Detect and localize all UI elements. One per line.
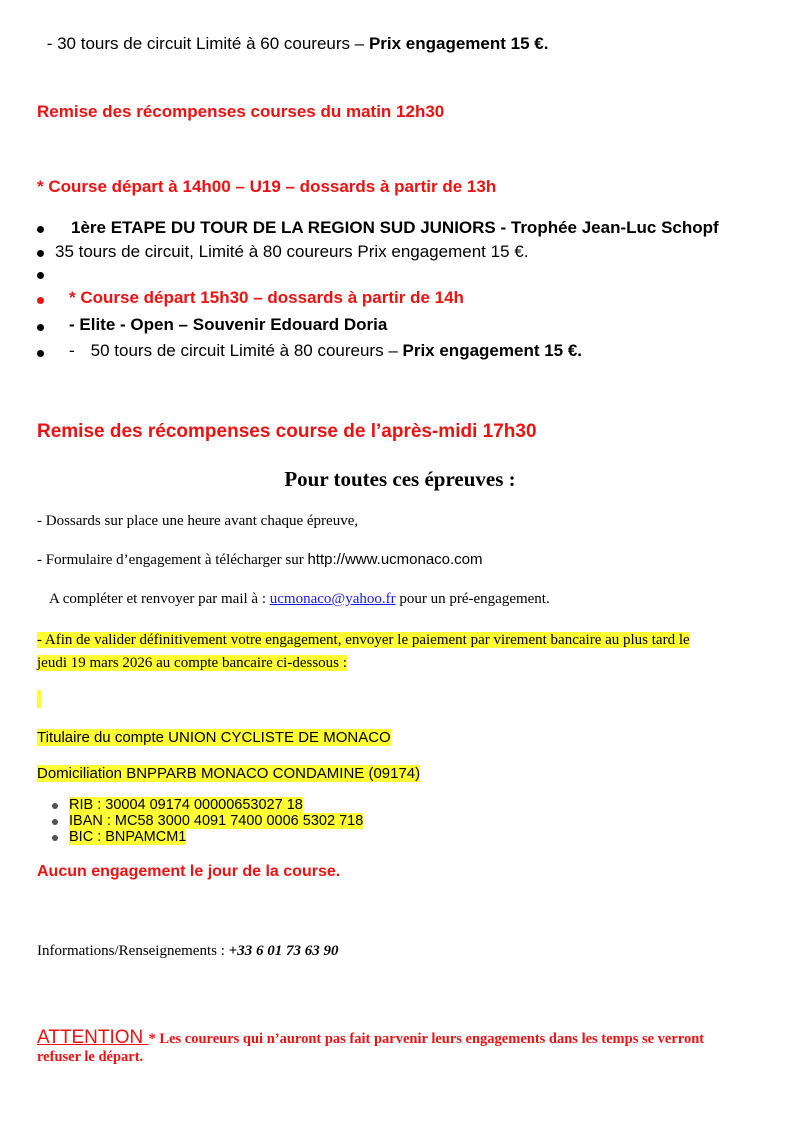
bullet-dot-icon — [37, 297, 44, 304]
bullet-junior-stage: 1ère ETAPE DU TOUR DE LA REGION SUD JUNIORS - Trophée Jean-Luc Schopf — [71, 218, 719, 237]
bank-rib-text: RIB : 30004 09174 00000653027 18 — [69, 797, 303, 813]
attention-word: ATTENTION — [37, 1027, 149, 1048]
highlight-mark — [37, 690, 41, 708]
bullet-elite-price: Prix engagement 15 €. — [402, 341, 583, 360]
mail-link[interactable]: ucmonaco@yahoo.fr — [269, 591, 396, 607]
contact-label: Informations/Renseignements : — [37, 943, 229, 959]
payment-instructions — [37, 629, 690, 675]
bullet-elite-course: * Course départ 15h30 – dossards à partir de 14h — [69, 288, 464, 307]
contact-line — [37, 943, 338, 960]
top-line-text: - 30 tours de circuit Limité à 60 coureurs – — [42, 34, 369, 53]
payment-line-2: jeudi 19 mars 2026 au compte bancaire ci-dessous : — [37, 655, 347, 671]
info-mail-suffix: pour un pré-engagement. — [395, 591, 550, 607]
bank-domiciliation-text: Domiciliation BNPPARB MONACO CONDAMINE (09174) — [37, 765, 421, 782]
bullet-elite-laps — [69, 341, 582, 361]
attention-notice — [37, 1027, 777, 1065]
bullet-elite-laps-text: 50 tours de circuit Limité à 80 coureurs – — [90, 341, 403, 360]
info-form-url: http://www.ucmonaco.com — [307, 551, 483, 568]
course-u19-heading: * Course départ à 14h00 – U19 – dossards à partir de 13h — [37, 177, 497, 196]
bullet-junior-laps: 35 tours de circuit, Limité à 80 coureurs Prix engagement 15 €. — [55, 242, 529, 261]
bank-rib — [69, 797, 303, 813]
bank-holder — [37, 729, 391, 746]
bullet-dot-icon — [37, 226, 44, 233]
info-form-label: - Formulaire d’engagement à télécharger sur — [37, 552, 308, 568]
bullet-dot-icon — [52, 835, 58, 841]
bank-domiciliation — [37, 765, 420, 782]
top-line-price: Prix engagement 15 €. — [368, 34, 549, 53]
info-mail-label: A compléter et renvoyer par mail à : — [49, 591, 270, 607]
bank-bic-text: BIC : BNPAMCM1 — [69, 829, 187, 845]
no-same-day-registration: Aucun engagement le jour de la course. — [37, 863, 341, 880]
bullet-elite-dash: - — [69, 341, 75, 360]
info-form — [37, 551, 483, 569]
bullet-dot-icon — [37, 350, 44, 357]
attention-line-2: refuser le départ. — [37, 1049, 144, 1065]
contact-phone: +33 6 01 73 63 90 — [228, 943, 339, 959]
payment-line-1: - Afin de valider définitivement votre engagement, envoyer le paiement par virement bancaire au plus tard le — [37, 632, 690, 648]
bullet-dot-icon — [37, 324, 44, 331]
all-races-heading: Pour toutes ces épreuves : — [284, 467, 516, 491]
awards-morning: Remise des récompenses courses du matin 12h30 — [37, 102, 445, 121]
awards-afternoon: Remise des récompenses course de l’après-midi 17h30 — [37, 421, 537, 442]
info-dossards: - Dossards sur place une heure avant chaque épreuve, — [37, 513, 359, 529]
bank-holder-text: Titulaire du compte UNION CYCLISTE DE MONACO — [37, 729, 391, 746]
bank-iban-text: IBAN : MC58 3000 4091 7400 0006 5302 718 — [69, 813, 364, 829]
bullet-dot-icon — [52, 819, 58, 825]
bullet-dot-icon — [37, 250, 44, 257]
bullet-elite-open: - Elite - Open – Souvenir Edouard Doria — [69, 315, 388, 334]
bank-bic — [69, 829, 186, 845]
bank-iban — [69, 813, 363, 829]
bullet-dot-icon — [37, 272, 44, 279]
top-line — [42, 34, 548, 54]
bullet-dot-icon — [52, 803, 58, 809]
attention-line-1: * Les coureurs qui n’auront pas fait parvenir leurs engagements dans les temps se verront — [148, 1031, 705, 1047]
info-mail — [49, 591, 550, 608]
